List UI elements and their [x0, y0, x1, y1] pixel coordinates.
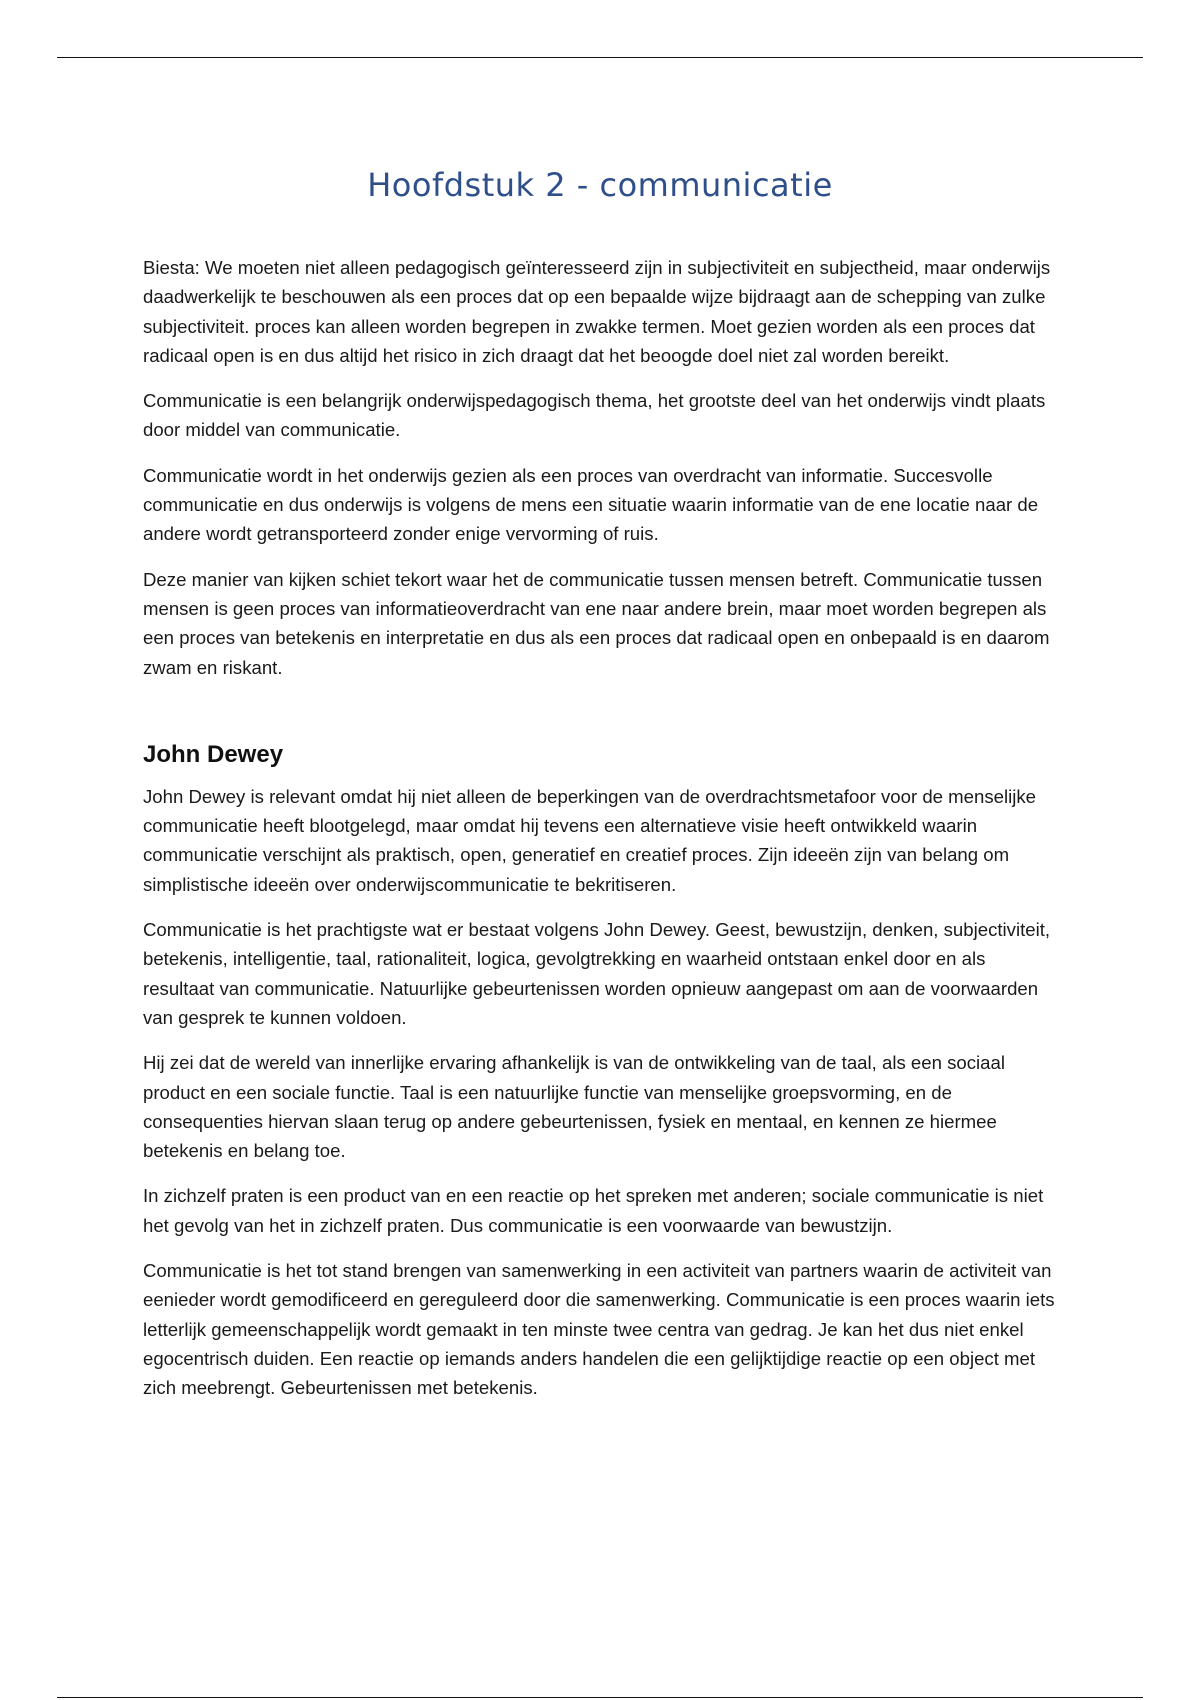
section-paragraph-2: Communicatie is het prachtigste wat er bestaat volgens John Dewey. Geest, bewustzijn, denken, subjectiviteit, betekenis, intelligentie, taal, rationaliteit, logica, gevolgtrekking en waarheid ontstaan enkel door en als resultaat van communicatie. Natuurlijke gebeurtenissen worden opnieuw aangepast om aan de voorwaarden van gesprek te kunnen voldoen.: [143, 919, 1051, 1028]
bottom-rule: [57, 1697, 1143, 1698]
document-body: [143, 253, 1058, 1419]
section-paragraph-4: In zichzelf praten is een product van en een reactie op het spreken met anderen; sociale communicatie is niet het gevolg van het in zichzelf praten. Dus communicatie is een voorwaarde van bewustzijn.: [143, 1185, 1044, 1236]
page-title: Hoofdstuk 2 - communicatie: [367, 166, 833, 204]
intro-paragraph-1: Biesta: We moeten niet alleen pedagogisch geïnteresseerd zijn in subjectiviteit en subjectheid, maar onderwijs daadwerkelijk te beschouwen als een proces dat op een bepaalde wijze bijdraagt aan de schepping van zulke subjectiviteit. proces kan alleen worden begrepen in zwakke termen. Moet gezien worden als een proces dat radicaal open is en dus altijd het risico in zich draagt dat het beoogde doel niet zal worden bereikt.: [143, 257, 1051, 366]
section-paragraph-5: Communicatie is het tot stand brengen van samenwerking in een activiteit van partners waarin de activiteit van eenieder wordt gemodificeerd en gereguleerd door die samenwerking. Communicatie is een proces waarin iets letterlijk gemeenschappelijk wordt gemaakt in ten minste twee centra van gedrag. Je kan het dus niet enkel egocentrisch duiden. Een reactie op iemands anders handelen die een gelijktijdige reactie op een object met zich meebrengt. Gebeurtenissen met betekenis.: [143, 1260, 1055, 1399]
intro-paragraph-3: Communicatie wordt in het onderwijs gezien als een proces van overdracht van informatie. Succesvolle communicatie en dus onderwijs is volgens de mens een situatie waarin informatie van de ene locatie naar de andere wordt getransporteerd zonder enige vervorming of ruis.: [143, 464, 1039, 545]
section-paragraph-3: Hij zei dat de wereld van innerlijke ervaring afhankelijk is van de ontwikkeling van de taal, als een sociaal product en een sociale functie. Taal is een natuurlijke functie van menselijke groepsvorming, en de consequenties hiervan slaan terug op andere gebeurtenissen, fysiek en mentaal, en kennen ze hiermee betekenis en belang toe.: [143, 1052, 1005, 1162]
intro-paragraph-4: Deze manier van kijken schiet tekort waar het de communicatie tussen mensen betreft. Communicatie tussen mensen is geen proces van informatieoverdracht van ene naar andere brein, maar moet worden begrepen als een proces van betekenis en interpretatie en dus als een proces dat radicaal open en onbepaald is en daarom zwam en riskant.: [143, 568, 1050, 678]
intro-paragraph-2: Communicatie is een belangrijk onderwijspedagogisch thema, het grootste deel van het onderwijs vindt plaats door middel van communicatie.: [143, 390, 1046, 441]
top-rule: [57, 57, 1143, 58]
section-paragraph-1: John Dewey is relevant omdat hij niet alleen de beperkingen van de overdrachtsmetafoor voor de menselijke communicatie heeft blootgelegd, maar omdat hij tevens een alternatieve visie heeft ontwikkeld waarin communicatie verschijnt als praktisch, open, generatief en creatief proces. Zijn ideeën zijn van belang om simplistische ideeën over onderwijscommunicatie te bekritiseren.: [143, 785, 1037, 895]
section-heading: John Dewey: [143, 740, 284, 768]
